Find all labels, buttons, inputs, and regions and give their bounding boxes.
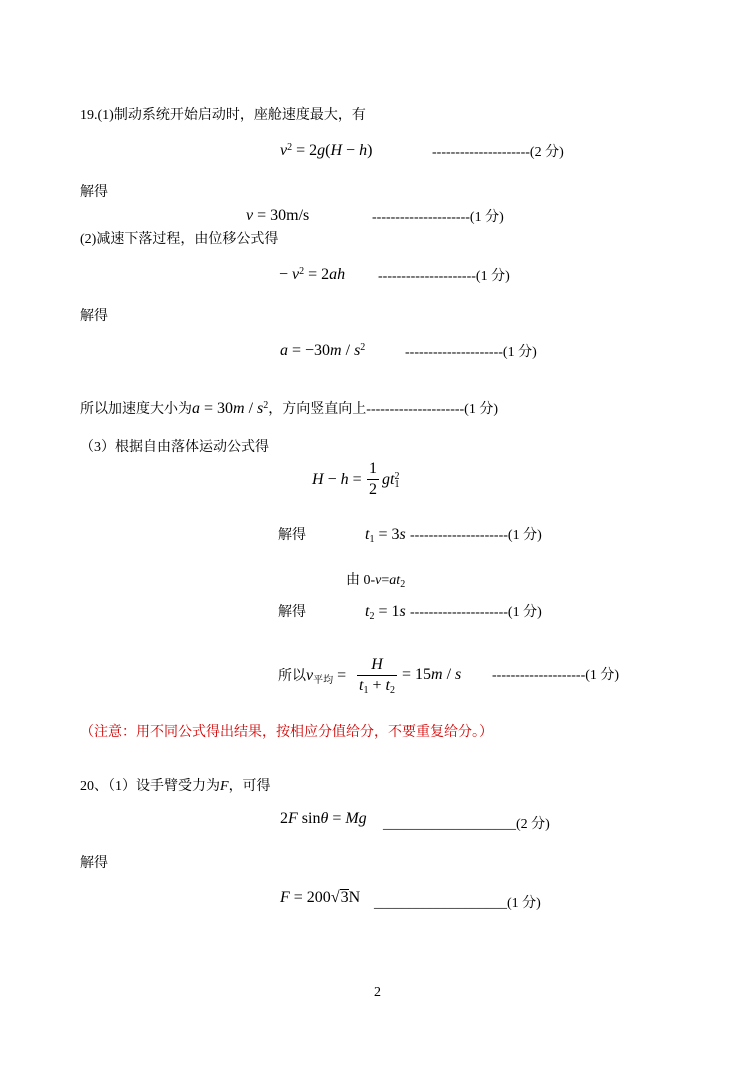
equation-v-result: v = 30m/s bbox=[246, 207, 310, 224]
score-mark: ---------------------(1 分) bbox=[410, 605, 542, 620]
equation-free-fall-lhs: H − h = bbox=[312, 471, 362, 488]
avg-subscript: 平均 bbox=[313, 675, 334, 686]
solve-label: 解得 bbox=[278, 528, 306, 543]
solve-label: 解得 bbox=[80, 856, 108, 871]
score-mark: ---------------------(1 分) bbox=[378, 269, 510, 284]
score-mark: ___________________(1 分) bbox=[374, 896, 541, 911]
accel-suffix: ，方向竖直向上---------------------(1 分) bbox=[268, 402, 499, 417]
equation-free-fall-rhs: $gt_1^2$ bbox=[382, 471, 400, 490]
score-mark: ---------------------(1 分) bbox=[372, 210, 504, 225]
score-mark: ---------------------(1 分) bbox=[410, 528, 542, 543]
q20-intro: 20、（1）设手臂受力为F，可得 bbox=[80, 779, 271, 794]
q19-part3: （3）根据自由落体运动公式得 bbox=[80, 440, 269, 455]
so-label: 所以 bbox=[278, 669, 306, 684]
q20-intro-b: ，可得 bbox=[228, 779, 271, 794]
equation-a-result: $a = -30m / s^2$ bbox=[280, 342, 366, 359]
q19-part2: (2)减速下落过程，由位移公式得 bbox=[80, 232, 279, 247]
accel-prefix: 所以加速度大小为 bbox=[80, 402, 192, 417]
avg-velocity-label: 所以$v_{平均}$ = bbox=[278, 667, 347, 686]
equation-displacement: − $v^2 = 2ah$ bbox=[279, 266, 346, 283]
fraction-one-half: 1 2 bbox=[369, 460, 377, 498]
relation-prefix: 由 0- bbox=[346, 573, 376, 588]
score-mark: ---------------------(2 分) bbox=[432, 145, 564, 160]
solve-label: 解得 bbox=[80, 185, 108, 200]
grading-note: （注意：用不同公式得出结果，按相应分值给分，不要重复给分。） bbox=[80, 725, 493, 740]
score-mark: --------------------(1 分) bbox=[492, 668, 620, 683]
q19-intro: 19.(1)制动系统开始启动时，座舱速度最大，有 bbox=[80, 108, 366, 123]
solve-label: 解得 bbox=[278, 605, 306, 620]
page-number: 2 bbox=[374, 985, 381, 1000]
q20-intro-a: 20、（1）设手臂受力为 bbox=[80, 779, 220, 794]
accel-line bbox=[80, 400, 498, 420]
equation-t1: $t_1 = 3s$ bbox=[365, 526, 406, 545]
equation-force-result: F = 200√3N bbox=[280, 889, 361, 906]
fraction-h-over-t: H $t_1 + t_2$ bbox=[357, 655, 397, 698]
score-mark: ___________________(2 分) bbox=[383, 817, 550, 832]
equation-force-balance: 2F sinθ = Mg bbox=[280, 810, 367, 827]
equation-v-squared: $v^2 = 2g(H - h)$ bbox=[280, 142, 373, 159]
score-mark: ---------------------(1 分) bbox=[405, 345, 537, 360]
equation-t2: $t_2 = 1s$ bbox=[365, 603, 406, 622]
velocity-relation: 由 $0-v=at_2$ bbox=[346, 573, 406, 590]
equation-a-magnitude: $a = 30m / s^2$ bbox=[192, 400, 269, 417]
solve-label: 解得 bbox=[80, 309, 108, 324]
equation-avg-result: = 15m / s bbox=[402, 666, 462, 683]
